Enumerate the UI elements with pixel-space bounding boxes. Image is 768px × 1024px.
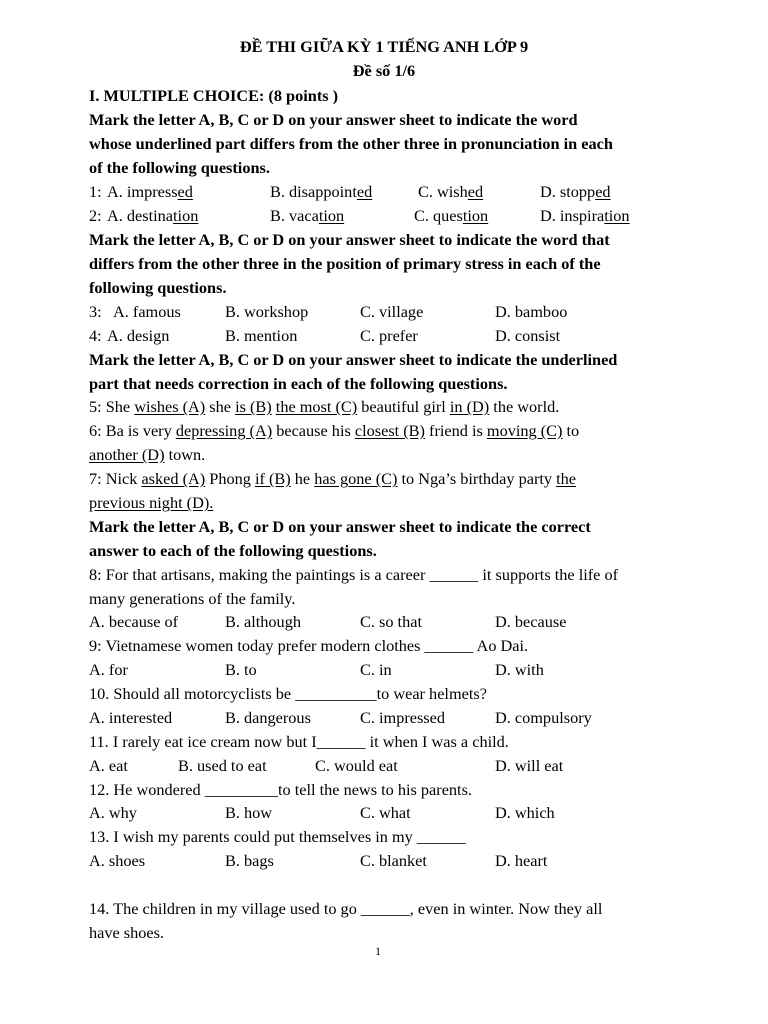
exam-title: ĐỀ THI GIỮA KỲ 1 TIẾNG ANH LỚP 9 bbox=[239, 37, 529, 56]
question-8-options bbox=[89, 612, 689, 632]
option-c: C. wished bbox=[418, 182, 484, 201]
question-9-options bbox=[89, 660, 689, 680]
option-d: D. because bbox=[495, 612, 567, 631]
option-a: A. for bbox=[89, 660, 128, 679]
question-number: 1: bbox=[89, 182, 102, 201]
option-a: A. shoes bbox=[89, 851, 146, 870]
option-a: A. design bbox=[107, 326, 170, 345]
question-3 bbox=[89, 302, 689, 322]
question-12-options bbox=[89, 803, 689, 823]
option-d: D. heart bbox=[495, 851, 548, 870]
option-b: B. although bbox=[225, 612, 301, 631]
option-a: A. why bbox=[89, 803, 137, 822]
instruction-correction: part that needs correction in each of the following questions. bbox=[89, 374, 508, 393]
question-14-stem: 14. The children in my village used to go ______, even in winter. Now they all bbox=[89, 899, 603, 918]
question-10-stem: 10. Should all motorcyclists be __________to wear helmets? bbox=[89, 684, 487, 703]
question-14-stem: have shoes. bbox=[89, 923, 165, 942]
option-c: C. question bbox=[414, 206, 489, 225]
question-9-stem: 9: Vietnamese women today prefer modern clothes ______ Ao Dai. bbox=[89, 636, 529, 655]
option-a: A. impressed bbox=[107, 182, 193, 201]
question-4 bbox=[89, 326, 689, 346]
question-number: 2: bbox=[89, 206, 102, 225]
question-8-stem: many generations of the family. bbox=[89, 589, 296, 608]
instruction-stress: following questions. bbox=[89, 278, 227, 297]
question-13-stem: 13. I wish my parents could put themselves in my ______ bbox=[89, 827, 466, 846]
option-d: D. consist bbox=[495, 326, 561, 345]
question-6-continued: another (D) town. bbox=[89, 445, 206, 464]
question-number: 4: bbox=[89, 326, 102, 345]
page-number: 1 bbox=[375, 944, 381, 958]
instruction-pronunciation: of the following questions. bbox=[89, 158, 270, 177]
question-1 bbox=[89, 182, 689, 202]
option-c: C. prefer bbox=[360, 326, 418, 345]
option-b: B. vacation bbox=[270, 206, 345, 225]
option-d: D. stopped bbox=[540, 182, 611, 201]
option-b: B. bags bbox=[225, 851, 274, 870]
option-c: C. blanket bbox=[360, 851, 427, 870]
question-6: 6: Ba is very depressing (A) because his closest (B) friend is moving (C) to bbox=[89, 421, 580, 440]
question-11-options bbox=[89, 756, 689, 776]
option-d: D. which bbox=[495, 803, 555, 822]
question-11-stem: 11. I rarely eat ice cream now but I______ it when I was a child. bbox=[89, 732, 509, 751]
instruction-pronunciation: whose underlined part differs from the other three in pronunciation in each bbox=[89, 134, 613, 153]
question-5: 5: She wishes (A) she is (B) the most (C) beautiful girl in (D) the world. bbox=[89, 397, 560, 416]
question-7-continued: previous night (D). bbox=[89, 493, 214, 512]
exam-subtitle: Đề số 1/6 bbox=[352, 61, 416, 80]
option-d: D. will eat bbox=[495, 756, 564, 775]
question-7: 7: Nick asked (A) Phong if (B) he has gone (C) to Nga’s birthday party the bbox=[89, 469, 577, 488]
question-12-stem: 12. He wondered _________to tell the news to his parents. bbox=[89, 780, 472, 799]
instruction-stress: differs from the other three in the position of primary stress in each of the bbox=[89, 254, 601, 273]
option-c: C. what bbox=[360, 803, 411, 822]
option-c: C. in bbox=[360, 660, 392, 679]
question-2 bbox=[89, 206, 689, 226]
option-d: D. with bbox=[495, 660, 544, 679]
option-b: B. used to eat bbox=[178, 756, 267, 775]
instruction-stress: Mark the letter A, B, C or D on your answer sheet to indicate the word that bbox=[89, 230, 610, 249]
option-c: C. so that bbox=[360, 612, 422, 631]
option-b: B. to bbox=[225, 660, 257, 679]
option-a: A. interested bbox=[89, 708, 173, 727]
option-d: D. compulsory bbox=[495, 708, 592, 727]
option-a: A. because of bbox=[89, 612, 179, 631]
option-b: B. mention bbox=[225, 326, 298, 345]
option-b: B. disappointed bbox=[270, 182, 373, 201]
option-c: C. would eat bbox=[315, 756, 398, 775]
option-b: B. dangerous bbox=[225, 708, 311, 727]
instruction-pronunciation: Mark the letter A, B, C or D on your answer sheet to indicate the word bbox=[89, 110, 578, 129]
option-c: C. village bbox=[360, 302, 424, 321]
option-a: A. destination bbox=[107, 206, 199, 225]
option-d: D. bamboo bbox=[495, 302, 568, 321]
question-13-options bbox=[89, 851, 689, 871]
question-8-stem: 8: For that artisans, making the paintings is a career ______ it supports the life of bbox=[89, 565, 619, 584]
option-a: A. famous bbox=[113, 302, 181, 321]
question-10-options bbox=[89, 708, 689, 728]
instruction-correct-answer: Mark the letter A, B, C or D on your answer sheet to indicate the correct bbox=[89, 517, 591, 536]
instruction-correct-answer: answer to each of the following questions. bbox=[89, 541, 377, 560]
option-d: D. inspiration bbox=[540, 206, 630, 225]
option-b: B. workshop bbox=[225, 302, 309, 321]
option-c: C. impressed bbox=[360, 708, 446, 727]
option-b: B. how bbox=[225, 803, 273, 822]
option-a: A. eat bbox=[89, 756, 128, 775]
question-number: 3: bbox=[89, 302, 102, 321]
section-heading: I. MULTIPLE CHOICE: (8 points ) bbox=[89, 86, 339, 105]
instruction-correction: Mark the letter A, B, C or D on your answer sheet to indicate the underlined bbox=[89, 350, 618, 369]
